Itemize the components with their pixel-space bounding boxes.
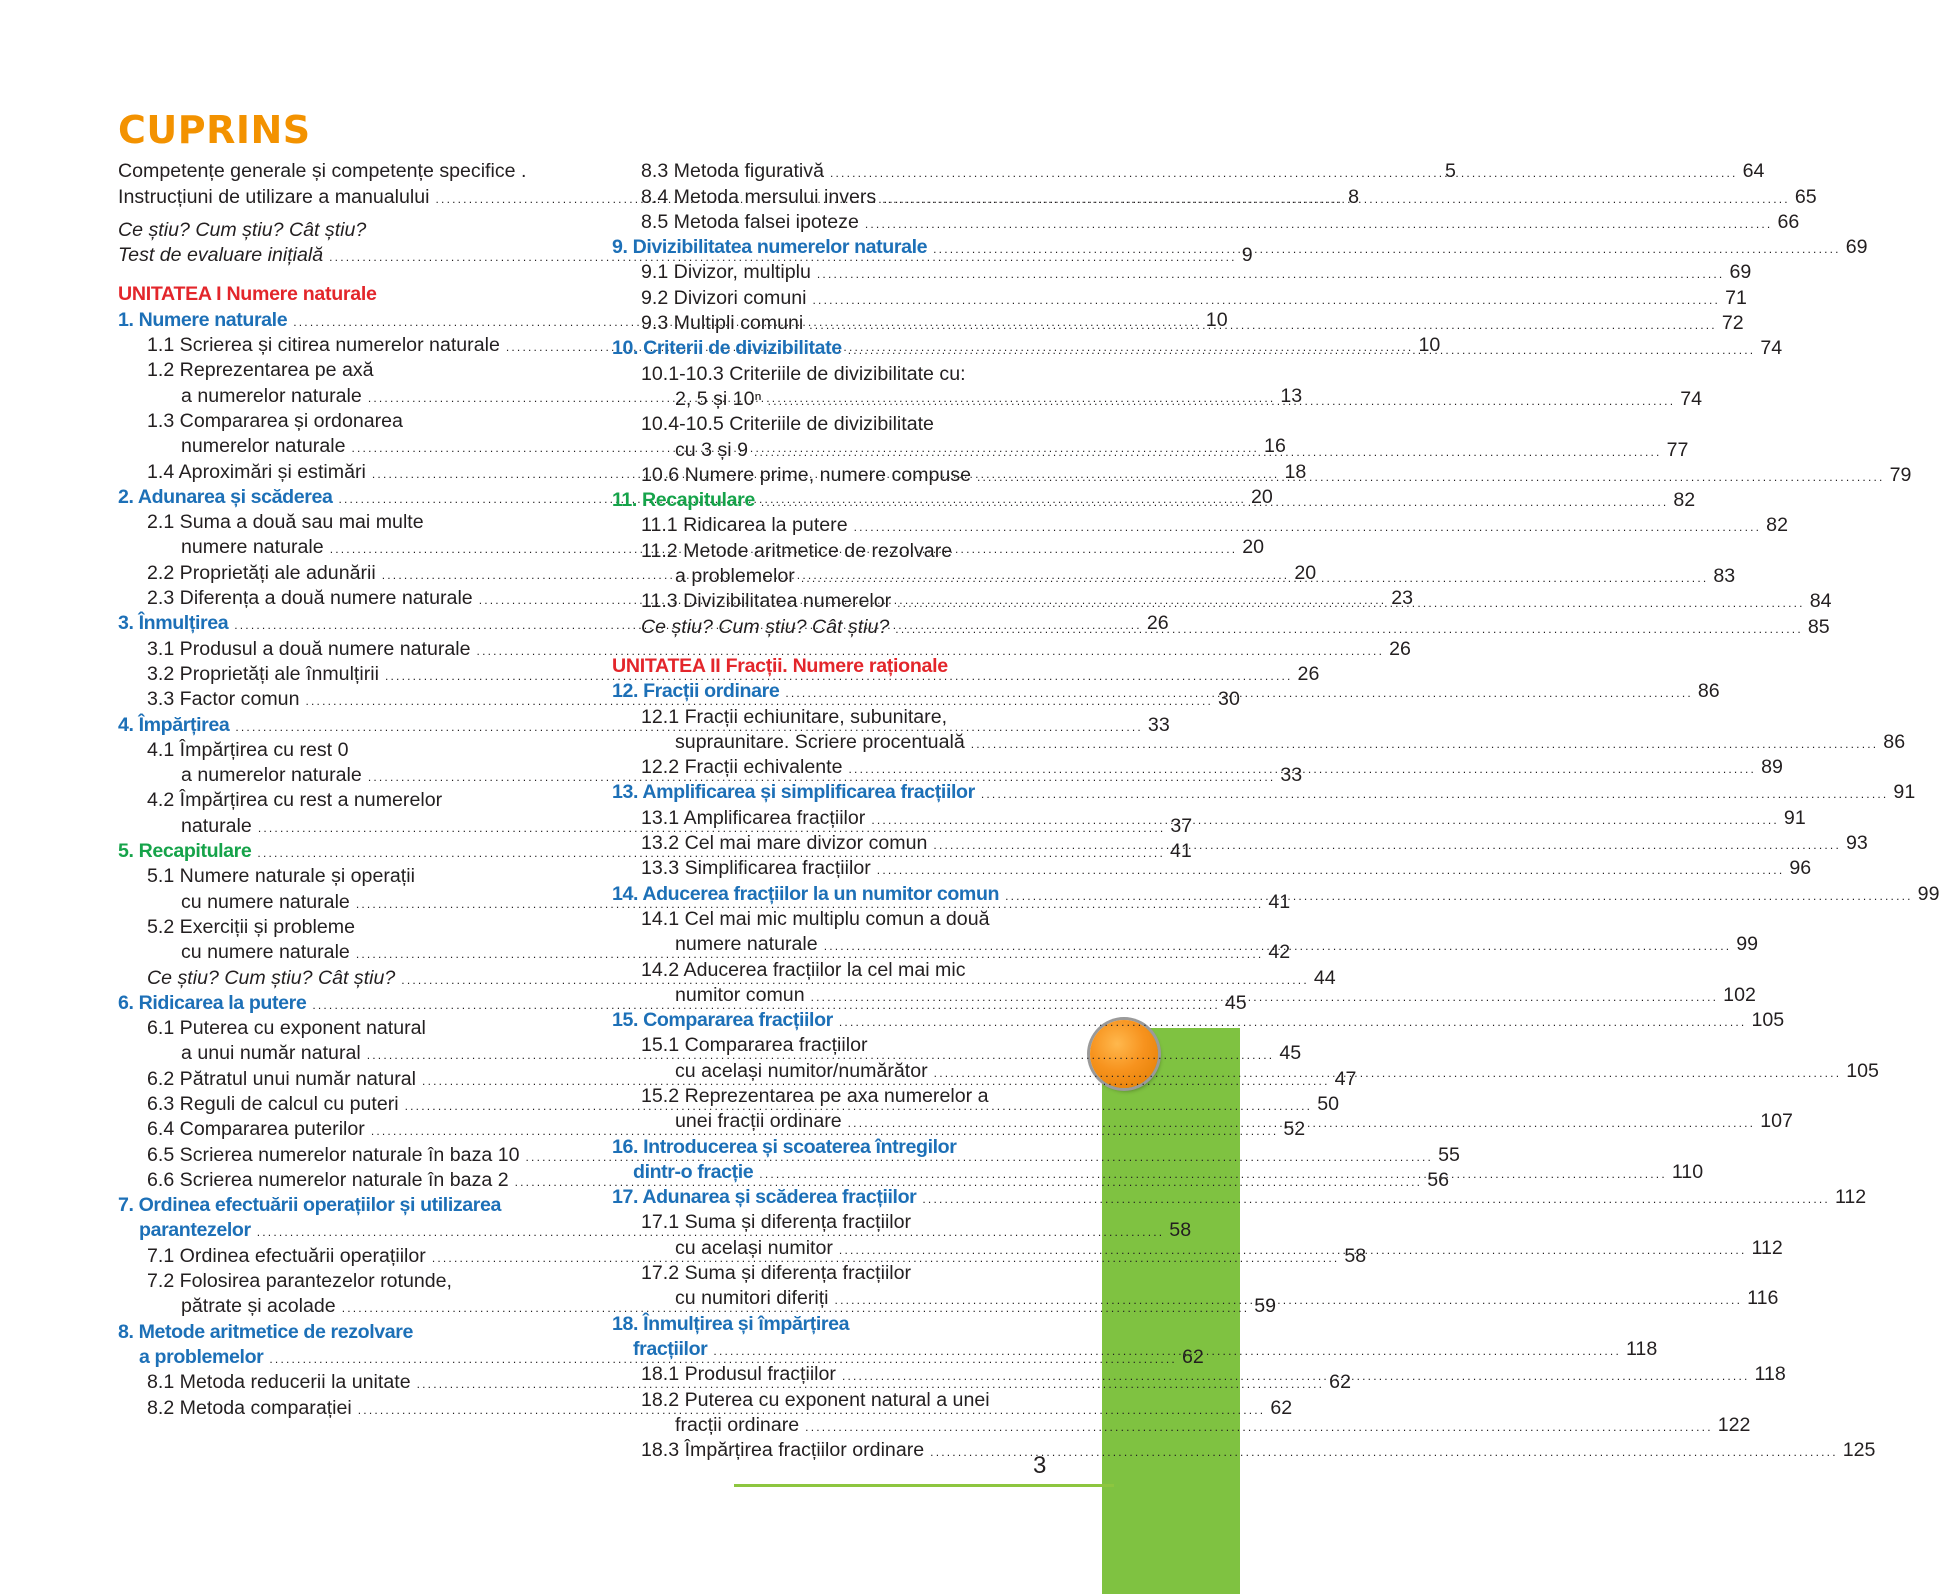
dot-leader <box>971 738 1879 750</box>
toc-entry-page: 122 <box>1717 1413 1751 1436</box>
toc-entry-title: UNITATEA I Numere naturale <box>118 283 377 306</box>
toc-entry <box>612 159 1765 184</box>
toc-entry <box>118 1269 569 1294</box>
toc-entry-page: 44 <box>1313 966 1336 989</box>
toc-entry-title: a numerelor naturale <box>181 764 362 787</box>
toc-entry-title: 6.5 Scrierea numerelor naturale în baza 10 <box>147 1143 520 1166</box>
toc-entry-page: 23 <box>1391 587 1414 610</box>
toc-entry-page: 56 <box>1427 1168 1449 1191</box>
toc-entry-page: 33 <box>1280 764 1303 787</box>
toc-entry <box>612 957 1062 982</box>
toc-entry-page: 58 <box>1344 1244 1367 1267</box>
dot-leader <box>848 1117 1756 1129</box>
toc-entry <box>612 856 1812 881</box>
toc-entry-title: 13.1 Amplificarea fracțiilor <box>641 806 866 829</box>
toc-entry <box>612 210 1800 235</box>
toc-chapter-entry <box>612 336 1783 361</box>
toc-entry-page: 55 <box>1438 1143 1460 1166</box>
toc-entry-page: 26 <box>1146 612 1169 635</box>
toc-entry <box>612 730 1906 755</box>
toc-entry-title: 9. Divizibilitatea numerelor naturale <box>612 236 928 259</box>
toc-entry-page: 58 <box>1169 1219 1192 1242</box>
dot-leader <box>977 471 1885 483</box>
toc-entry-title: 8. Metode aritmetice de rezolvare <box>118 1320 413 1343</box>
toc-entry-page: 37 <box>1170 814 1193 837</box>
toc-entry <box>612 1413 1751 1438</box>
toc-entry <box>612 1210 1062 1235</box>
toc-entry-page: 77 <box>1666 438 1689 461</box>
toc-entry-title: a problemelor <box>675 565 795 588</box>
toc-entry-title: cu același numitor/numărător <box>675 1059 928 1082</box>
toc-entry-page: 26 <box>1297 662 1320 685</box>
toc-entry-page: 83 <box>1713 565 1736 588</box>
toc-entry-title: 14.2 Aducerea fracțiilor la cel mai mic <box>641 958 966 981</box>
toc-entry-title: cu numitori diferiți <box>675 1287 829 1310</box>
toc-entry-title: 10.6 Numere prime, numere compuse <box>641 463 971 486</box>
toc-entry-title: cu același numitor <box>675 1236 833 1259</box>
toc-entry-title: 4. Împărțirea <box>118 713 230 736</box>
toc-entry-title: 1.1 Scrierea și citirea numerelor naturale <box>147 334 500 357</box>
dot-leader <box>934 1067 1842 1079</box>
toc-entry-page: 18 <box>1284 460 1307 483</box>
toc-entry-page: 71 <box>1725 286 1747 309</box>
toc-entry-title: 8.3 Metoda figurativă <box>641 160 824 183</box>
toc-entry-page: 52 <box>1283 1118 1306 1141</box>
toc-entry-title: 2.2 Proprietăți ale adunării <box>147 561 376 584</box>
toc-entry <box>118 1016 569 1041</box>
toc-entry <box>612 1033 1062 1058</box>
toc-entry <box>118 915 569 940</box>
toc-entry-page: 74 <box>1760 337 1783 360</box>
toc-entry-title: Test de evaluare inițială <box>118 244 324 267</box>
toc-entry-title: 18. Înmulțirea și împărțirea <box>612 1312 850 1335</box>
toc-entry-title: Instrucțiuni de utilizare a manualului <box>118 185 430 208</box>
toc-entry-title: cu numere naturale <box>181 941 350 964</box>
toc-entry-title: 13.2 Cel mai mare divizor comun <box>641 832 928 855</box>
toc-entry-page: 86 <box>1883 730 1906 753</box>
toc-entry-title: 17.2 Suma și diferența fracțiilor <box>641 1262 912 1285</box>
toc-entry-page: 30 <box>1218 688 1240 711</box>
toc-entry <box>612 1387 1062 1412</box>
toc-entry-title: 5.1 Numere naturale și operații <box>147 865 415 888</box>
toc-entry-page: 86 <box>1697 680 1720 703</box>
dot-leader <box>811 991 1719 1003</box>
toc-entry-title: a numerelor naturale <box>181 384 362 407</box>
toc-entry-page: 107 <box>1760 1110 1793 1133</box>
toc-entry-title: 4.2 Împărțirea cu rest a numerelor <box>147 789 443 812</box>
toc-entry-title: 17.1 Suma și diferența fracțiilor <box>641 1211 912 1234</box>
toc-entry-page: 89 <box>1761 756 1783 779</box>
toc-entry-page: 105 <box>1751 1009 1785 1032</box>
toc-entry-title: 2, 5 și 10ⁿ <box>675 387 762 410</box>
toc-entry-page: 10 <box>1418 334 1441 357</box>
toc-entry-page: 20 <box>1242 536 1265 559</box>
toc-entry-page: 16 <box>1264 435 1286 458</box>
toc-entry-page: 112 <box>1834 1186 1867 1209</box>
dot-leader <box>922 1193 1830 1205</box>
toc-entry-title: fracțiilor <box>633 1337 708 1360</box>
dot-leader <box>842 1370 1750 1382</box>
toc-entry-page: 64 <box>1742 160 1765 183</box>
dot-leader <box>854 521 1762 533</box>
dot-leader <box>895 623 1803 635</box>
toc-entry <box>612 1261 1062 1286</box>
dot-leader <box>809 319 1717 331</box>
toc-unit-heading <box>612 654 1062 679</box>
dot-leader <box>754 446 1662 458</box>
toc-entry-title: 10.4-10.5 Criteriile de divizibilitate <box>641 413 934 436</box>
toc-entry-title: 3.2 Proprietăți ale înmulțirii <box>147 662 379 685</box>
toc-entry-title: 7. Ordinea efectuării operațiilor și utilizarea <box>118 1194 502 1217</box>
toc-entry <box>612 361 1062 386</box>
toc-entry-title: 11.2 Metode aritmetice de rezolvare <box>641 539 953 562</box>
toc-entry-title: 14. Aducerea fracțiilor la un numitor comun <box>612 882 1000 905</box>
toc-entry-title: 8.4 Metoda mersului invers <box>641 185 877 208</box>
toc-entry-page: 10 <box>1205 308 1228 331</box>
toc-entry <box>612 184 1817 209</box>
toc-entry-page: 65 <box>1794 185 1817 208</box>
toc-entry-page: 118 <box>1754 1363 1786 1386</box>
toc-entry-page: 110 <box>1671 1160 1704 1183</box>
toc-entry <box>612 260 1752 285</box>
toc-entry-title: 1.4 Aproximări și estimări <box>147 460 366 483</box>
toc-entry-page: 69 <box>1729 261 1752 284</box>
dot-leader <box>813 294 1721 306</box>
dot-leader <box>761 496 1669 508</box>
toc-entry-page: 41 <box>1268 890 1291 913</box>
toc-entry <box>612 1084 1062 1109</box>
toc-chapter-entry <box>612 1311 1062 1336</box>
toc-entry-title: 6.3 Reguli de calcul cu puteri <box>147 1092 399 1115</box>
dot-leader <box>933 839 1841 851</box>
toc-entry-page: 62 <box>1181 1345 1204 1368</box>
toc-entry <box>118 358 569 383</box>
toc-entry-title: 1. Numere naturale <box>118 308 288 331</box>
toc-entry-title: unei fracții ordinare <box>675 1110 842 1133</box>
dot-leader <box>849 763 1757 775</box>
page-number: 3 <box>1033 1452 1047 1479</box>
footer-rule <box>734 1484 1114 1487</box>
dot-leader <box>830 167 1738 179</box>
toc-entry-title: numitor comun <box>675 983 805 1006</box>
toc-entry-title: 10.1-10.3 Criteriile de divizibilitate cu: <box>641 362 966 385</box>
toc-entry-page: 125 <box>1842 1439 1876 1462</box>
toc-entry-page: 66 <box>1777 210 1800 233</box>
toc-entry-title: pătrate și acolade <box>181 1295 336 1318</box>
toc-entry-page: 91 <box>1783 806 1806 829</box>
toc-entry-page: 91 <box>1893 781 1916 804</box>
toc-entry-title: 13.3 Simplificarea fracțiilor <box>641 857 871 880</box>
toc-entry-page: 112 <box>1751 1236 1783 1259</box>
dot-leader <box>824 940 1732 952</box>
dot-leader <box>805 1421 1713 1433</box>
dot-leader <box>981 788 1889 800</box>
toc-entry-page: 118 <box>1625 1337 1658 1360</box>
dot-leader <box>877 864 1785 876</box>
page-title: CUPRINS <box>118 108 311 152</box>
toc-entry <box>118 218 569 243</box>
toc-entry-page: 42 <box>1268 941 1291 964</box>
dot-leader <box>835 1294 1743 1306</box>
toc-entry-title: 12.1 Fracții echiunitare, subunitare, <box>641 705 948 728</box>
toc-entry-page: 105 <box>1846 1059 1879 1082</box>
toc-entry-title: 1.2 Reprezentarea pe axă <box>147 359 374 382</box>
dot-leader <box>817 268 1725 280</box>
toc-entry <box>118 788 569 813</box>
toc-entry-title: 17. Adunarea și scăderea fracțiilor <box>612 1186 917 1209</box>
dot-leader <box>1005 890 1913 902</box>
toc-entry-title: 3. Înmulțirea <box>118 612 229 635</box>
toc-entry <box>118 738 569 763</box>
toc-entry-title: 11.3 Divizibilitatea numerelor <box>641 590 892 613</box>
toc-entry-title: 11.1 Ridicarea la putere <box>641 514 848 537</box>
toc-entry <box>118 409 569 434</box>
toc-entry-title: supraunitare. Scriere procentuală <box>675 730 965 753</box>
toc-entry-title: cu numere naturale <box>181 890 350 913</box>
toc-chapter-entry <box>612 1134 1062 1159</box>
dot-leader <box>933 243 1841 255</box>
toc-entry-page: 99 <box>1736 933 1759 956</box>
toc-entry-title: 7.2 Folosirea parantezelor rotunde, <box>147 1270 452 1293</box>
toc-entry-page: 41 <box>1169 840 1192 863</box>
toc-entry-title: 2.3 Diferența a două numere naturale <box>147 587 473 610</box>
toc-entry-title: dintr-o fracție <box>633 1160 754 1183</box>
toc-entry-title: a unui număr natural <box>181 1042 361 1065</box>
dot-leader <box>713 1345 1621 1357</box>
toc-entry-page: 59 <box>1254 1295 1277 1318</box>
toc-entry-page: 47 <box>1334 1067 1357 1090</box>
toc-entry-page: 20 <box>1294 561 1317 584</box>
dot-leader <box>768 395 1676 407</box>
toc-entry <box>118 940 1291 965</box>
toc-entry-title: UNITATEA II Fracții. Numere raționale <box>612 654 948 677</box>
toc-entry-title: 2. Adunarea și scăderea <box>118 485 333 508</box>
dot-leader <box>759 1168 1667 1180</box>
dot-leader <box>930 1446 1838 1458</box>
toc-chapter-entry <box>612 235 1868 260</box>
toc-entry-title: 9.1 Divizor, multiplu <box>641 261 811 284</box>
toc-chapter-entry <box>612 1008 1785 1033</box>
toc-chapter-entry <box>612 780 1916 805</box>
toc-entry-page: 96 <box>1789 857 1812 880</box>
toc-entry-title: numere naturale <box>181 536 324 559</box>
toc-entry-title: 14.1 Cel mai mic multiplu comun a două <box>641 907 990 930</box>
toc-entry-title: 8.1 Metoda reducerii la unitate <box>147 1371 411 1394</box>
toc-entry-page: 99 <box>1917 882 1939 905</box>
toc-entry-page: 79 <box>1889 463 1912 486</box>
toc-entry-title: 10. Criterii de divizibilitate <box>612 337 842 360</box>
toc-entry-page: 82 <box>1673 489 1696 512</box>
toc-entry <box>118 864 569 889</box>
toc-entry-title: 15. Compararea fracțiilor <box>612 1009 833 1032</box>
dot-leader <box>839 1244 1747 1256</box>
toc-entry-title: 6.4 Compararea puterilor <box>147 1118 365 1141</box>
dot-leader <box>848 344 1756 356</box>
toc-entry-title: cu 3 și 9 <box>675 438 748 461</box>
toc-entry <box>612 704 1062 729</box>
dot-leader <box>839 1016 1747 1028</box>
toc-entry-title: 4.1 Împărțirea cu rest 0 <box>147 738 349 761</box>
toc-entry-page: 72 <box>1721 312 1744 335</box>
toc-entry-page: 20 <box>1251 485 1273 508</box>
toc-entry-title: numere naturale <box>675 933 818 956</box>
toc-entry-page: 74 <box>1680 387 1703 410</box>
toc-entry <box>612 538 1062 563</box>
toc-entry-page: 84 <box>1809 590 1832 613</box>
toc-chapter-entry <box>612 1185 1867 1210</box>
toc-entry-title: naturale <box>181 814 252 837</box>
toc-entry-title: 6.6 Scrierea numerelor naturale în baza 2 <box>147 1168 509 1191</box>
toc-entry-title: 15.1 Compararea fracțiilor <box>641 1034 868 1057</box>
dot-leader <box>871 814 1779 826</box>
toc-entry-page: 8 <box>1348 185 1359 208</box>
toc-entry-page: 50 <box>1317 1092 1339 1115</box>
toc-entry-page: 13 <box>1280 384 1303 407</box>
dot-leader <box>882 193 1790 205</box>
toc-entry <box>118 510 569 535</box>
toc-entry-title: 3.3 Factor comun <box>147 688 300 711</box>
toc-entry-page: 33 <box>1147 713 1170 736</box>
toc-entry-title: 18.3 Împărțirea fracțiilor ordinare <box>641 1439 925 1462</box>
toc-entry-page: 62 <box>1270 1396 1293 1419</box>
toc-entry <box>118 636 1411 661</box>
dot-leader <box>865 218 1773 230</box>
dot-leader <box>785 687 1693 699</box>
toc-entry-title: 1.3 Compararea și ordonarea <box>147 409 403 432</box>
toc-entry-title: Ce știu? Cum știu? Cât știu? <box>641 615 890 638</box>
toc-entry-title: 6.2 Pătratul unui număr natural <box>147 1067 417 1090</box>
toc-entry-page: 5 <box>1445 160 1456 183</box>
toc-entry-page: 69 <box>1845 236 1868 259</box>
toc-entry-title: 18.1 Produsul fracțiilor <box>641 1363 836 1386</box>
dot-leader <box>897 597 1805 609</box>
toc-entry-title: 9.3 Multipli comuni <box>641 312 804 335</box>
toc-entry-page: 26 <box>1389 637 1411 660</box>
toc-entry-title: numerelor naturale <box>181 435 346 458</box>
toc-entry-title: 5. Recapitulare <box>118 840 252 863</box>
toc-entry-page: 9 <box>1241 244 1253 267</box>
toc-entry <box>612 285 1747 310</box>
toc-chapter-entry <box>118 1193 569 1218</box>
toc-entry-page: 93 <box>1845 832 1868 855</box>
toc-entry-title: 8.2 Metoda comparației <box>147 1396 352 1419</box>
toc-entry-title: fracții ordinare <box>675 1413 800 1436</box>
toc-entry <box>612 412 1062 437</box>
toc-entry-title: Ce știu? Cum știu? Cât știu? <box>147 966 396 989</box>
toc-entry-title: 18.2 Puterea cu exponent natural a unei <box>641 1388 990 1411</box>
toc-entry-title: 12.2 Fracții echivalente <box>641 756 843 779</box>
toc-entry-title: parantezelor <box>139 1219 251 1242</box>
toc-entry-title: 12. Fracții ordinare <box>612 680 780 703</box>
toc-entry-page: 82 <box>1766 514 1788 537</box>
toc-entry-title: 16. Introducerea și scoaterea întregilor <box>612 1135 957 1158</box>
toc-entry-title: 5.2 Exerciții și probleme <box>147 915 355 938</box>
dot-leader <box>801 572 1709 584</box>
toc-entry-title: 6.1 Puterea cu exponent natural <box>147 1017 426 1040</box>
toc-entry-title: 11. Recapitulare <box>612 489 755 512</box>
toc-entry-title: 2.1 Suma a două sau mai multe <box>147 511 424 534</box>
toc-entry-page: 116 <box>1747 1287 1779 1310</box>
toc-entry-page: 45 <box>1224 991 1247 1014</box>
toc-entry-title: 6. Ridicarea la putere <box>118 991 307 1014</box>
toc-entry-title: 3.1 Produsul a două numere naturale <box>147 637 471 660</box>
toc-entry-page: 102 <box>1723 983 1756 1006</box>
toc-entry-title: 9.2 Divizori comuni <box>641 286 807 309</box>
toc-chapter-entry <box>118 1319 569 1344</box>
toc-entry-title: 8.5 Metoda falsei ipoteze <box>641 210 859 233</box>
toc-entry <box>612 513 1788 538</box>
toc-entry <box>612 907 1062 932</box>
toc-entry-page: 45 <box>1279 1042 1302 1065</box>
toc-entry-title: Ce știu? Cum știu? Cât știu? <box>118 218 367 241</box>
toc-entry-page: 85 <box>1807 615 1830 638</box>
toc-entry-title: Competențe generale și competențe specifice . <box>118 160 527 183</box>
toc-entry-title: 7.1 Ordinea efectuării operațiilor <box>147 1244 426 1267</box>
toc-entry-title: 13. Amplificarea și simplificarea fracțiilor <box>612 781 975 804</box>
toc-entry <box>612 1438 1876 1463</box>
toc-entry-title: a problemelor <box>139 1345 264 1368</box>
toc-entry-title: 15.2 Reprezentarea pe axa numerelor a <box>641 1084 989 1107</box>
toc-unit-heading <box>118 282 569 307</box>
toc-entry-page: 62 <box>1329 1371 1351 1394</box>
